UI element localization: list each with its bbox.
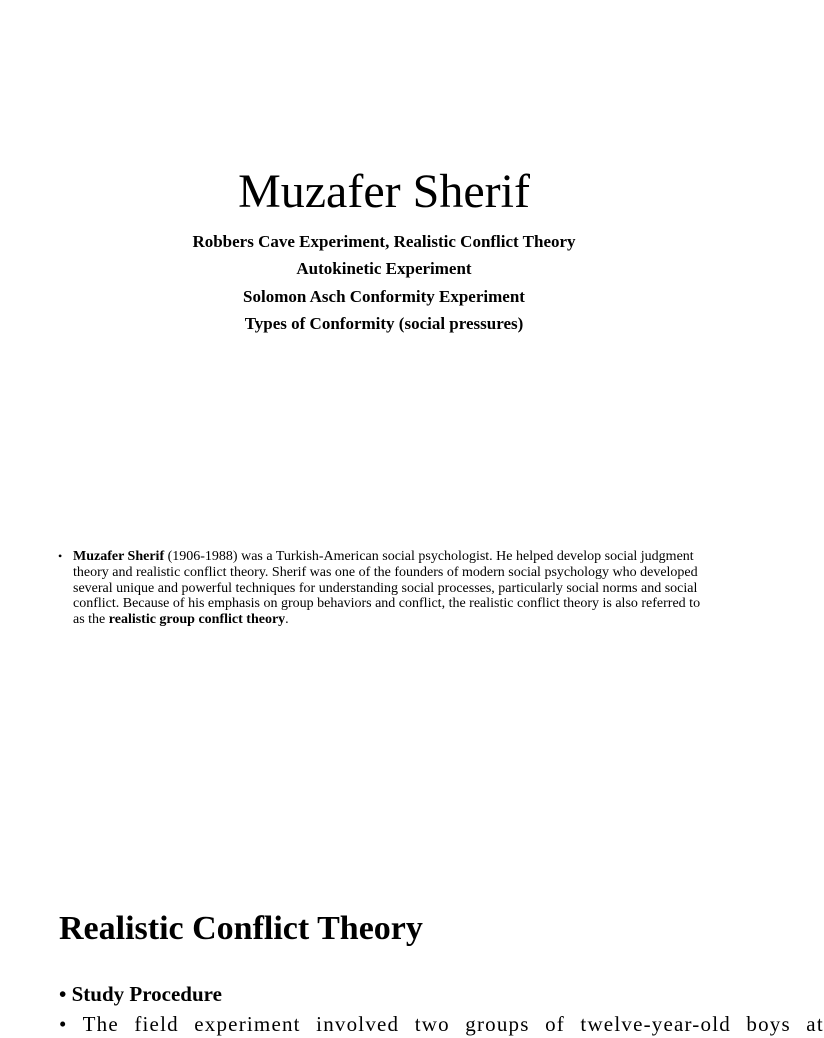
bio-text xyxy=(73,549,712,628)
bio-body: (1906-1988) was a Turkish-American social psychologist. He helped develop social judgment theory and realistic conflict theory. Sherif was one of the founders of modern social psychology who developed several unique and powerful techniques for understanding social processes, particularly social norms and social conflict. Because of his emphasis on group behaviors and conflict, the realistic conflict theory is also referred to as the xyxy=(73,549,701,628)
subtitle-line: Robbers Cave Experiment, Realistic Conflict Theory xyxy=(192,232,576,251)
bio-paragraph xyxy=(56,549,712,628)
bio-end: . xyxy=(285,612,289,628)
subtitle-list xyxy=(0,228,768,338)
section-bullet-text: • The field experiment involved two groups of twelve-year-old boys at xyxy=(59,1012,824,1036)
subtitle-line: Types of Conformity (social pressures) xyxy=(244,314,524,334)
bullet-marker: • xyxy=(58,549,63,563)
bio-bold-term: realistic group conflict theory xyxy=(108,612,286,628)
subtitle-line: Solomon Asch Conformity Experiment xyxy=(243,286,525,306)
page-title: Muzafer Sherif xyxy=(238,165,530,218)
section-bullet: • Study Procedure xyxy=(59,982,222,1006)
subtitle-line: Autokinetic Experiment xyxy=(296,259,472,279)
section-heading: Realistic Conflict Theory xyxy=(59,910,423,947)
title-slide xyxy=(0,0,768,540)
bio-name: Muzafer Sherif xyxy=(73,549,165,564)
